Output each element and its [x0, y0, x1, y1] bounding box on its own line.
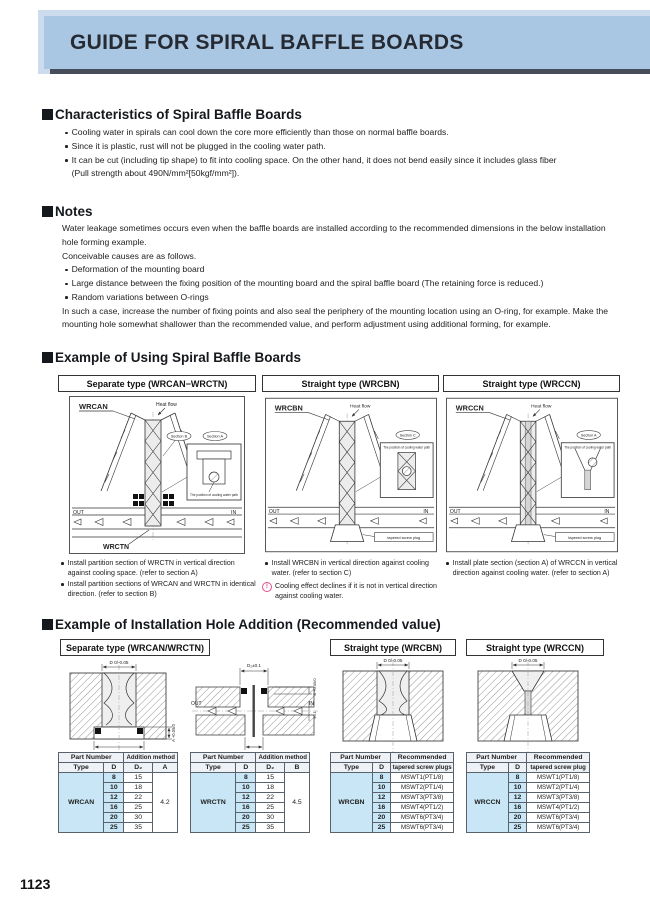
svg-text:Section A: Section A: [206, 434, 224, 439]
installation-heading: Example of Installation Hole Addition (Recommended value): [42, 617, 441, 632]
notes-heading: Notes: [42, 204, 93, 219]
svg-text:±0.1: ±0.1: [312, 711, 317, 719]
characteristics-list: [62, 126, 622, 181]
wrctn-table: Part Number Addition method Type D D₂ B WRCTN 8 15 4.5 10 18 12 22 16 25 20 30 25 35: [190, 752, 310, 833]
panel-title: Separate type (WRCAN−WRCTN): [58, 375, 256, 392]
usage-heading: Example of Using Spiral Baffle Boards: [42, 350, 301, 365]
usage-diagram-wrcan: [66, 396, 248, 554]
svg-text:OUT: OUT: [449, 508, 461, 515]
section-square-icon: [42, 352, 53, 363]
list-item: Deformation of the mounting board: [62, 263, 622, 277]
svg-text:WRCCN: WRCCN: [455, 403, 484, 412]
warning-note: ! Cooling effect declines if it is not in vertical direction against cooling water.: [262, 581, 439, 602]
characteristics-heading: Characteristics of Spiral Baffle Boards: [42, 107, 302, 122]
section-square-icon: [42, 109, 53, 120]
list-item: (Pull strength about 490N/mm²[50kgf/mm²]).: [71, 168, 240, 179]
list-item: Cooling water in spirals can cool down the core more efficiently than those on normal baffle boards.: [62, 126, 622, 140]
notes-outro: In such a case, increase the number of fixing points and also seal the periphery of the mounting location using an O-ring, for example. Make the mounting hole somewhat shallower than the recommended value, and perform adjustment using additional forming, for example.: [62, 305, 609, 330]
list-item: Install partition sections of WRCAN and WRCTN in identical direction. (refer to section B): [58, 579, 256, 600]
notes-body: [62, 222, 622, 332]
svg-text:The position of cooling water: The position of cooling water path: [382, 445, 430, 450]
install-diagram-wrccn: [468, 657, 588, 757]
svg-text:IN: IN: [309, 701, 314, 707]
list-item: Since it is plastic, rust will not be plugged in the cooling water path.: [62, 140, 622, 154]
svg-text:D₂±0.1: D₂±0.1: [246, 663, 262, 668]
usage-diagram-wrcbn: [265, 396, 437, 554]
panel-notes: [262, 558, 439, 603]
list-item: It can be cut (including tip shape) to fit into cooling space. On the other hand, it does not bend easily since it includes glass fiber: [62, 154, 622, 168]
svg-text:The position of cooling water: The position of cooling water path: [190, 492, 238, 497]
install-diagram-wrctn: [190, 657, 320, 757]
svg-text:IN: IN: [603, 508, 609, 515]
install-diagram-wrcan: [60, 657, 178, 757]
wrctn-table-wrap: [190, 752, 310, 833]
svg-text:D 0/-0.05: D 0/-0.05: [518, 658, 538, 663]
wrcan-table: Part Number Addition method Type D D₂ A WRCAN 8 15 4.2 10 18 12 22 16 25 20 30 25 35: [58, 752, 178, 833]
svg-text:Heat flow: Heat flow: [349, 404, 370, 410]
install-title-separate: Separate type (WRCAN/WRCTN): [60, 639, 210, 656]
svg-text:IN: IN: [422, 508, 428, 515]
svg-text:Heat flow: Heat flow: [156, 401, 177, 408]
section-square-icon: [42, 619, 53, 630]
svg-text:D 0/-0.05: D 0/-0.05: [383, 658, 403, 663]
panel-title: Straight type (WRCBN): [262, 375, 439, 392]
usage-panel-wrcbn: [262, 375, 439, 602]
list-item: Install partition section of WRCTN in vertical direction against cooling space. (refer to section A): [58, 558, 256, 579]
svg-text:IN: IN: [231, 509, 237, 516]
usage-panel-wrccn: [443, 375, 620, 579]
svg-text:Section C: Section C: [399, 432, 416, 437]
list-item: Large distance between the fixing position of the mounting board and the spiral baffle board (The retaining force is reduced.): [62, 277, 622, 291]
svg-text:WRCAN: WRCAN: [79, 401, 108, 411]
install-title-wrccn: Straight type (WRCCN): [466, 639, 604, 656]
panel-notes: [443, 558, 620, 579]
panel-notes: [58, 558, 256, 601]
page-number: 1123: [20, 876, 51, 892]
svg-text:A +0.05/0: A +0.05/0: [171, 724, 176, 742]
usage-panel-separate: [58, 375, 256, 600]
svg-text:tapered screw plug: tapered screw plug: [386, 534, 420, 540]
notes-intro: Water leakage sometimes occurs even when the baffle boards are installed according to the recommended dimensions in the below installation hole forming example.: [62, 223, 606, 247]
svg-text:The position of cooling water: The position of cooling water path: [563, 445, 611, 450]
svg-text:D 0/-0.05: D 0/-0.05: [109, 660, 129, 665]
svg-text:Section B: Section B: [170, 434, 188, 439]
svg-text:WRCTN: WRCTN: [103, 543, 130, 551]
svg-text:B +0.05/0: B +0.05/0: [312, 678, 317, 696]
install-diagram-wrcbn: [333, 657, 453, 757]
banner-shadow: [50, 69, 650, 74]
wrccn-table-wrap: [466, 752, 590, 833]
svg-text:OUT: OUT: [73, 509, 84, 516]
title-banner: [44, 16, 650, 69]
notes-causes-label: Conceivable causes are as follows.: [62, 250, 197, 261]
panel-title: Straight type (WRCCN): [443, 375, 620, 392]
section-square-icon: [42, 206, 53, 217]
list-item: Random variations between O-rings: [62, 291, 622, 305]
wrccn-table: Part Number Recommended Type D tapered screw plug WRCCN 8 MSWT1(PT1/8) 10 MSWT2(PT1/4) 12 MSWT3(PT3/8) 16 MSWT4(PT1/2) 20 MSWT6(PT3/4) 25 MSWT6(PT3/4): [466, 752, 590, 833]
wrcan-table-wrap: [58, 752, 178, 833]
wrcbn-table-wrap: [330, 752, 454, 833]
svg-text:Heat flow: Heat flow: [530, 404, 551, 410]
svg-text:OUT: OUT: [191, 701, 202, 707]
page-title: GUIDE FOR SPIRAL BAFFLE BOARDS: [70, 30, 464, 54]
usage-diagram-wrccn: [446, 396, 618, 554]
list-item: Install plate section (section A) of WRCCN in vertical direction against cooling water. (refer to section A): [443, 558, 620, 579]
wrcbn-table: Part Number Recommended Type D tapered screw plugs WRCBN 8 MSWT1(PT1/8) 10 MSWT2(PT1/4) 12 MSWT3(PT3/8) 16 MSWT4(PT1/2) 20 MSWT6(PT3/4) 25 MSWT6(PT3/4): [330, 752, 454, 833]
svg-text:tapered screw plug: tapered screw plug: [567, 534, 601, 540]
warning-icon: !: [262, 582, 272, 592]
svg-text:WRCBN: WRCBN: [274, 403, 303, 412]
svg-text:OUT: OUT: [268, 508, 280, 515]
svg-text:Section A: Section A: [580, 432, 597, 437]
install-title-wrcbn: Straight type (WRCBN): [330, 639, 456, 656]
list-item: Install WRCBN in vertical direction against cooling water. (refer to section C): [262, 558, 439, 579]
